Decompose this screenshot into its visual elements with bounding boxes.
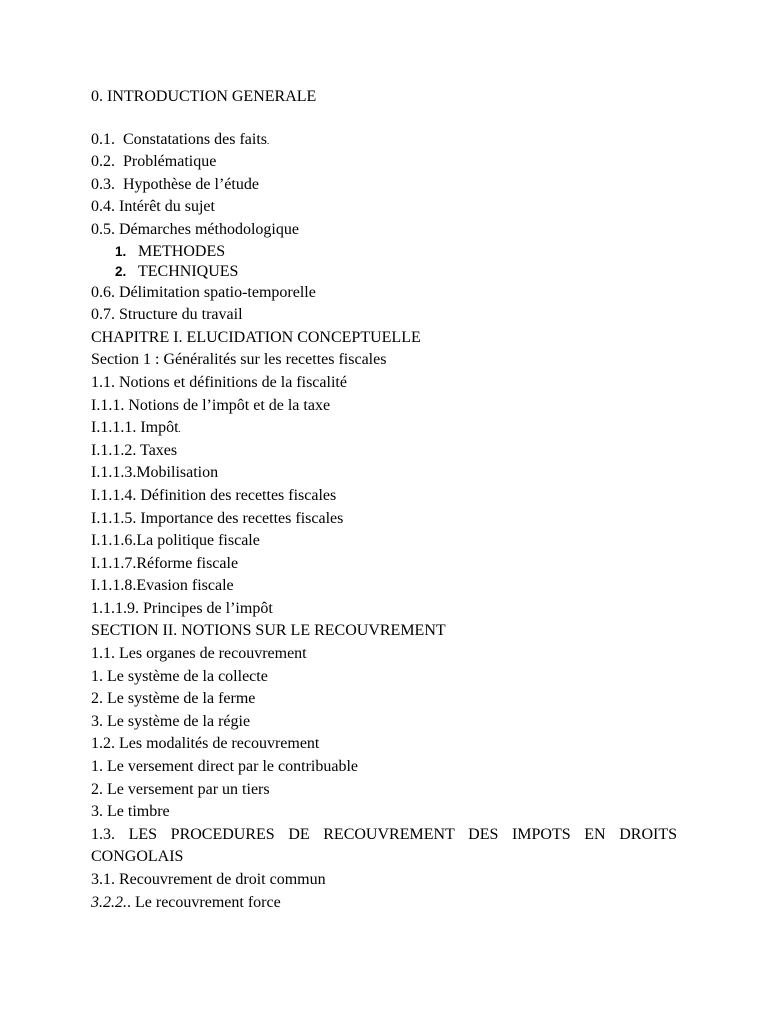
toc-entry: 1.2. Les modalités de recouvrement — [91, 735, 320, 753]
list-number: 2. — [115, 263, 127, 279]
toc-entry: 0.5. Démarches méthodologique — [91, 220, 299, 238]
toc-entry-number: 0.1. — [91, 130, 115, 148]
toc-entry — [91, 151, 677, 174]
toc-entry-number: 0.3. — [91, 175, 115, 193]
toc-entry-text: Constatations des faits — [123, 130, 267, 148]
toc-entry: I.1.1.7.Réforme fiscale — [91, 554, 239, 572]
toc-entry: 0.4. Intérêt du sujet — [91, 198, 215, 216]
toc-entry — [91, 174, 677, 197]
toc-entry: 1.1. Les organes de recouvrement — [91, 645, 307, 663]
toc-entry: I.1.1.8.Evasion fiscale — [91, 577, 234, 595]
section-heading: SECTION II. NOTIONS SUR LE RECOUVREMENT — [91, 622, 446, 640]
toc-entry-text: I.1.1.1. Impôt — [91, 419, 179, 437]
section-heading: Section 1 : Généralités sur les recettes fiscales — [91, 351, 387, 369]
methods-list-item — [91, 242, 677, 262]
toc-entry: 3. Le système de la régie — [91, 712, 251, 730]
toc-entry: I.1.1.6.La politique fiscale — [91, 532, 260, 550]
list-number: 1. — [115, 243, 127, 259]
toc-entry — [91, 892, 677, 915]
toc-entry: 1.1. Notions et définitions de la fiscalité — [91, 373, 347, 391]
toc-entry: I.1.1.4. Définition des recettes fiscales — [91, 486, 337, 504]
section-heading-first-line: 1.3. LES PROCEDURES DE RECOUVREMENT DES IMPOTS EN DROITS — [91, 825, 677, 843]
toc-entry-trail: . — [266, 135, 270, 146]
toc-entry-text: Problématique — [123, 153, 217, 171]
toc-entry: I.1.1.2. Taxes — [91, 441, 178, 459]
document-title: 0. INTRODUCTION GENERALE — [91, 88, 317, 105]
toc-entry — [91, 129, 677, 152]
toc-entry: I.1.1.5. Importance des recettes fiscales — [91, 509, 344, 527]
toc-entry: 0.7. Structure du travail — [91, 306, 243, 324]
methods-list-item — [91, 262, 677, 282]
toc-entry: 1. Le versement direct par le contribuable — [91, 758, 358, 776]
toc-entry: 3.1. Recouvrement de droit commun — [91, 871, 326, 888]
toc-entry: I.1.1. Notions de l’impôt et de la taxe — [91, 396, 331, 414]
list-text: METHODES — [138, 242, 226, 260]
toc-entry: I.1.1.3.Mobilisation — [91, 464, 219, 482]
list-text: TECHNIQUES — [138, 262, 239, 280]
toc-entry-text: . Le recouvrement force — [127, 893, 281, 911]
toc-entry: 0.6. Délimitation spatio-temporelle — [91, 283, 316, 301]
document-page — [91, 86, 677, 914]
toc-entry: 1. Le système de la collecte — [91, 667, 268, 685]
toc-entry-text: Hypothèse de l’étude — [123, 175, 259, 193]
toc-entry-trail: . — [178, 424, 181, 435]
section-heading-second-line: CONGOLAIS — [91, 848, 184, 866]
toc-entry: 1.1.1.9. Principes de l’impôt — [91, 599, 273, 617]
toc-entry: 3. Le timbre — [91, 803, 170, 821]
toc-entry: 2. Le versement par un tiers — [91, 780, 270, 798]
toc-entry — [91, 417, 677, 440]
chapter-heading: CHAPITRE I. ELUCIDATION CONCEPTUELLE — [91, 328, 421, 346]
toc-entry-number: 3.2.2. — [91, 893, 127, 911]
toc-entry-number: 0.2. — [91, 153, 115, 171]
spacer — [91, 109, 677, 129]
toc-entry: 2. Le système de la ferme — [91, 690, 256, 708]
